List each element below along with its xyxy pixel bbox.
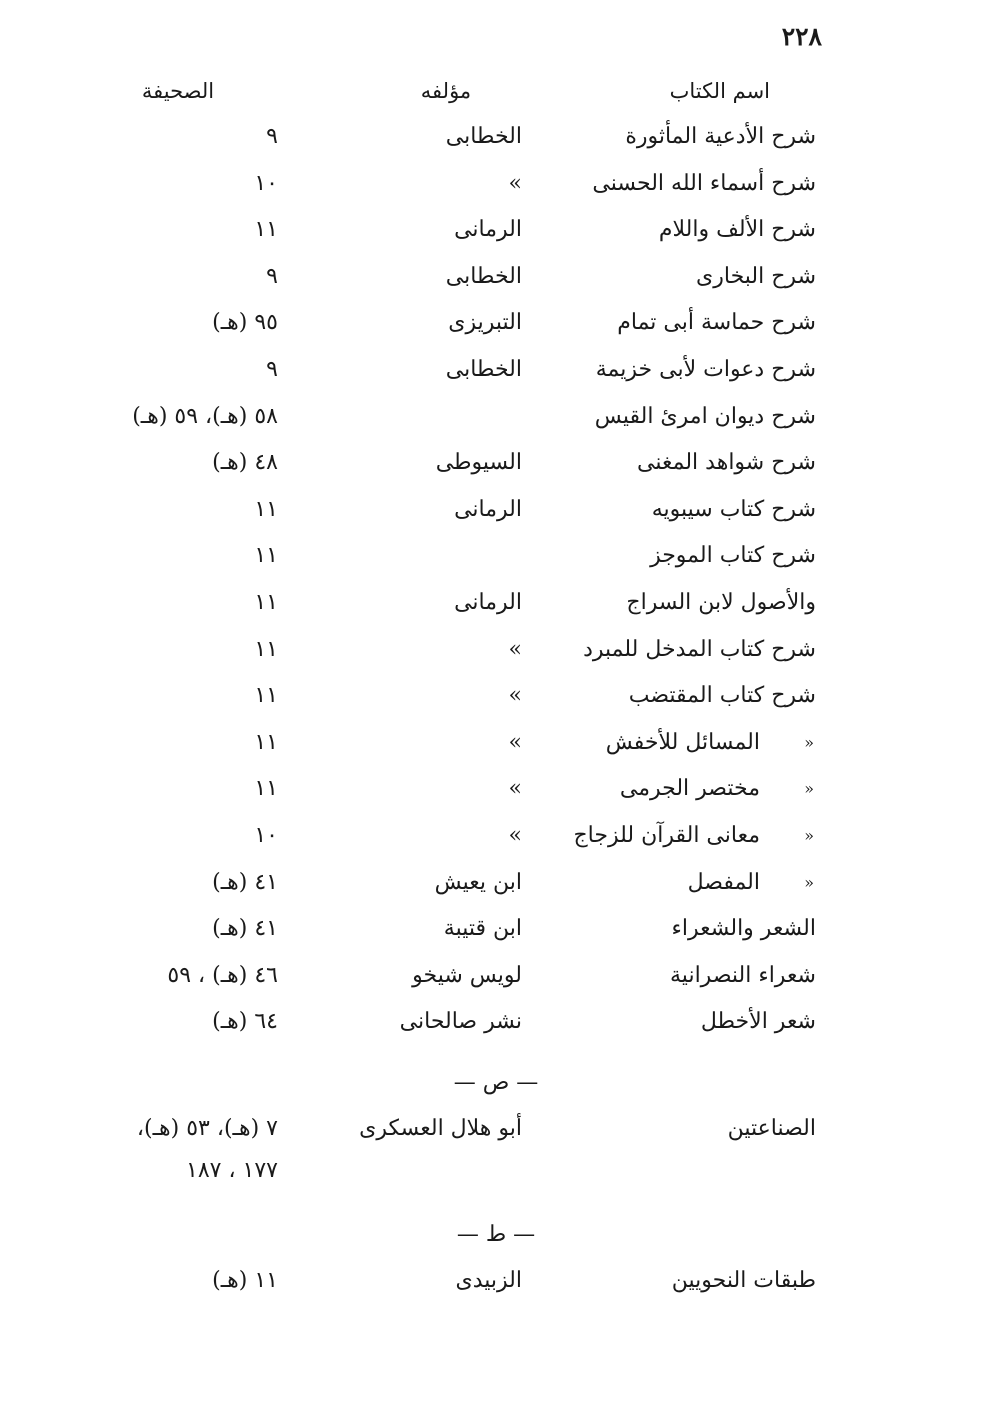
book-title: مختصر الجرمى <box>619 776 760 802</box>
header-page: الصحيفة <box>141 79 215 103</box>
table-row <box>0 440 992 486</box>
book-author: السيوطى <box>435 450 522 476</box>
page-reference: ٩٥ (هـ) <box>212 310 278 336</box>
table-row <box>0 813 992 859</box>
book-title: والأصول لابن السراج <box>626 590 816 615</box>
page-reference: ١١ <box>254 776 278 802</box>
page-reference: ٤١ (هـ) <box>212 916 278 942</box>
table-row <box>0 533 992 579</box>
page-reference: ١١ <box>254 496 278 522</box>
book-title: معانى القرآن للزجاج <box>573 823 760 848</box>
book-title: شرح أسماء الله الحسنى <box>592 170 816 196</box>
page-reference: ٩ <box>266 263 278 289</box>
book-title: شرح ديوان امرئ القيس <box>594 403 816 429</box>
ditto-mark: » <box>804 732 814 752</box>
page-reference: ٩ <box>266 357 278 382</box>
table-row <box>0 999 992 1045</box>
book-author: ابن يعيش <box>434 869 522 895</box>
book-author: الرمانى <box>454 217 522 243</box>
book-title: المسائل للأخفش <box>605 729 760 755</box>
book-author: لويس شيخو <box>412 962 522 988</box>
page-number: ٢٢٨ <box>781 22 822 51</box>
book-author: الخطابى <box>445 357 522 382</box>
book-title: شرح كتاب المقتضب <box>628 683 816 709</box>
page-reference: ٩ <box>266 124 278 149</box>
page-reference: ٤١ (هـ) <box>212 869 278 895</box>
book-title: شرح شواهد المغنى <box>637 450 816 476</box>
ditto-mark: » <box>804 872 814 892</box>
table-row <box>0 394 992 440</box>
book-title: طبقات النحويين <box>671 1268 816 1293</box>
book-title: شرح كتاب سيبويه <box>651 496 816 522</box>
table-header <box>0 68 992 114</box>
page-reference: ٤٦ (هـ) ، ٥٩ <box>167 962 278 988</box>
book-title: المفصل <box>687 869 760 895</box>
book-author: أبو هلال العسكرى <box>359 1116 522 1141</box>
page-reference: ٥٨ (هـ)، ٥٩ (هـ) <box>132 403 278 429</box>
page-reference: ١١ (هـ) <box>212 1268 278 1293</box>
page-reference: ١١ <box>254 217 278 243</box>
book-author: » <box>508 729 522 755</box>
table-row <box>0 580 992 626</box>
book-author <box>282 394 522 440</box>
book-author: » <box>508 636 522 662</box>
ditto-mark: » <box>804 779 814 799</box>
table-row <box>0 627 992 673</box>
page-reference: ١٠ <box>254 170 278 196</box>
book-author: » <box>508 776 522 802</box>
table-row <box>0 953 992 999</box>
book-author <box>282 533 522 579</box>
book-author: الرمانى <box>454 496 522 522</box>
book-author: » <box>508 823 522 848</box>
section-letter: — ص — <box>453 1070 539 1095</box>
table-row <box>0 254 992 300</box>
page-reference: ١١ <box>254 636 278 662</box>
book-title: شعر الأخطل <box>700 1009 816 1035</box>
book-title: الصناعتين <box>727 1116 816 1141</box>
book-author: الخطابى <box>445 263 522 289</box>
book-author: الرمانى <box>454 590 522 615</box>
page-reference: ٧ (هـ)، ٥٣ (هـ)، <box>136 1116 278 1141</box>
page-reference: ١١ <box>254 729 278 755</box>
page-reference: ٤٨ (هـ) <box>212 450 278 476</box>
book-title: شرح كتاب المدخل للمبرد <box>583 636 816 662</box>
table-row <box>0 720 992 766</box>
book-title: شرح دعوات لأبى خزيمة <box>595 357 816 382</box>
book-author: التبريزى <box>448 310 522 336</box>
page-reference: ١١ <box>254 590 278 615</box>
book-title: الشعر والشعراء <box>671 916 816 942</box>
book-title: شرح كتاب الموجز <box>650 543 816 569</box>
book-author: نشر صالحانى <box>399 1009 522 1035</box>
book-title: شرح البخارى <box>696 263 816 289</box>
header-title: اسم الكتاب <box>669 79 770 103</box>
table-row <box>0 347 992 393</box>
book-author: » <box>508 683 522 709</box>
ditto-mark: » <box>804 826 814 845</box>
book-title: شرح الأدعية المأثورة <box>625 124 816 149</box>
book-author: ابن قتيبة <box>443 916 522 942</box>
table-row <box>0 114 992 160</box>
book-title: شرح الألف واللام <box>658 217 816 243</box>
table-row <box>0 906 992 952</box>
section-heading-sad <box>0 1060 992 1106</box>
page-reference: ١١ <box>254 683 278 709</box>
section-letter: — ط — <box>456 1222 536 1247</box>
table-row <box>0 1106 992 1152</box>
book-title: شرح حماسة أبى تمام <box>617 310 816 336</box>
table-row <box>0 673 992 719</box>
table-row <box>0 487 992 533</box>
section-heading-ta <box>0 1212 992 1258</box>
table-row-continuation <box>0 1148 992 1194</box>
header-author: مؤلفه <box>420 79 472 103</box>
book-author: الخطابى <box>445 124 522 149</box>
table-row <box>0 161 992 207</box>
table-row <box>0 860 992 906</box>
table-row <box>0 1258 992 1304</box>
table-row <box>0 300 992 346</box>
book-title: شعراء النصرانية <box>670 962 816 988</box>
book-author: الزبيدى <box>455 1268 522 1293</box>
page-reference: ١١ <box>254 543 278 569</box>
book-author: » <box>508 170 522 196</box>
page-reference: ٦٤ (هـ) <box>212 1009 278 1035</box>
table-row <box>0 207 992 253</box>
page-reference: ١٠ <box>254 823 278 848</box>
table-row <box>0 766 992 812</box>
page-reference: ١٧٧ ، ١٨٧ <box>186 1158 278 1183</box>
